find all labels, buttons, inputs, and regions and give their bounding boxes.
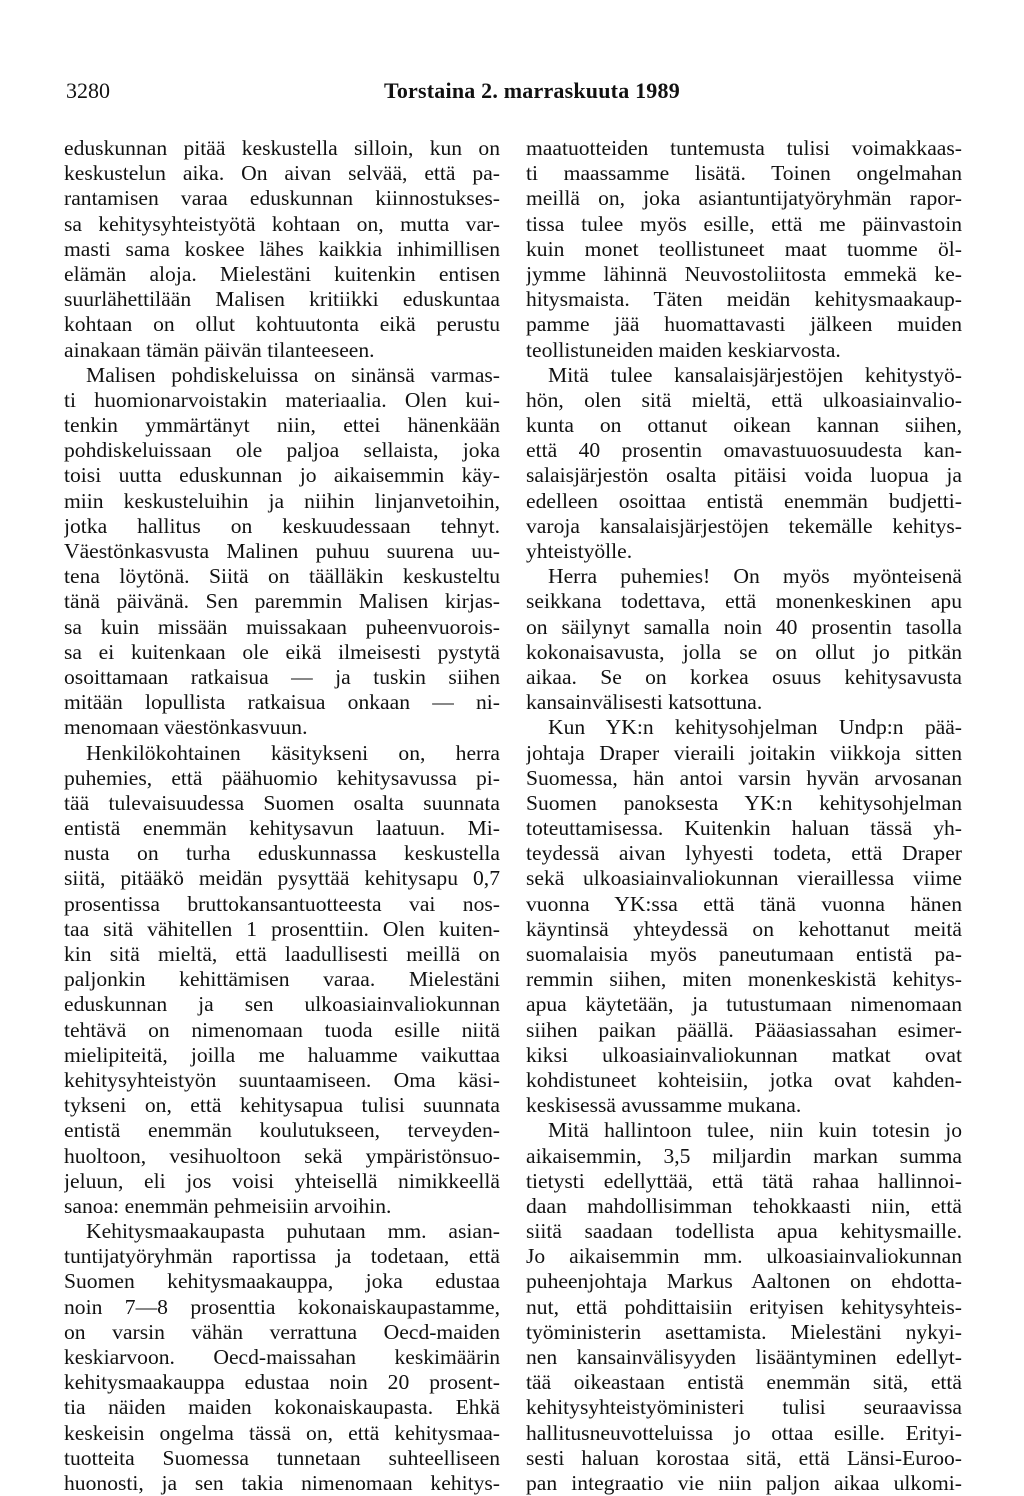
text-line: huoltoon, vesihuoltoon sekä ympäristönsuo- <box>64 1143 500 1168</box>
text-line: sesti haluan korostaa sitä, että Länsi-Euroo- <box>526 1445 962 1470</box>
text-line: pohdiskeluissaan ole paljoa sellaista, joka <box>64 438 500 463</box>
running-title: Torstaina 2. marraskuuta 1989 <box>384 78 680 103</box>
text-line: teydessä aivan lyhyesti todeta, että Draper <box>526 841 962 866</box>
text-line: puhemies, että päähuomio kehitysavussa pi- <box>64 765 500 790</box>
text-line: suomalaisia myös paneutumaan entistä pa- <box>526 942 962 966</box>
text-line: aikaa. Se on korkea osuus kehitysavusta <box>526 664 962 689</box>
text-line: nen kansainvälisyyden lisääntyminen edellyt- <box>526 1345 962 1369</box>
text-line: huonosti, ja sen takia nimenomaan kehitys- <box>64 1470 500 1495</box>
text-line: eduskunnan ja sen ulkoasiainvaliokunnan <box>64 992 500 1017</box>
text-line: tuntijatyöryhmän raportissa ja todetaan, että <box>64 1244 500 1269</box>
text-line: kohdistuneet kohteisiin, jotka ovat kahden- <box>526 1067 962 1092</box>
text-line: käyntinsä yhteydessä on kehottanut meitä <box>526 916 962 941</box>
text-line: tehtävä on nimenomaan tuoda esille niitä <box>64 1017 500 1042</box>
text-line: entistä enemmän koulutukseen, terveyden- <box>64 1118 500 1143</box>
text-line: yhteistyölle. <box>526 539 633 563</box>
text-line: Suomen kehitysmaakauppa, joka edustaa <box>64 1269 500 1294</box>
text-line: kehitysyhteistyöministeri tulisi seuraavissa <box>526 1395 962 1420</box>
text-line: jymme lähinnä Neuvostoliitosta emmekä ke- <box>526 261 962 286</box>
text-line: elämän aloja. Mielestäni kuitenkin entisen <box>64 261 500 286</box>
text-line: sa ei kuitenkaan ole eikä ilmeisesti pystytä <box>64 639 500 664</box>
text-line: Väestönkasvusta Malinen puhuu suurena uu- <box>64 539 500 563</box>
text-line: keskisessä avussamme mukana. <box>526 1093 802 1118</box>
text-line: Herra puhemies! On myös myönteisenä <box>548 564 962 589</box>
text-line: seikkana todettava, että monenkeskinen apu <box>526 589 962 614</box>
text-line: sanoa: enemmän pehmeisiin arvoihin. <box>64 1193 392 1218</box>
text-line: kokonaisavusta, jolla se on ollut jo pitkän <box>526 639 962 664</box>
text-line: ti huomionarvoistakin materiaalia. Olen kui- <box>64 387 500 412</box>
text-line: kehitysyhteistyön suuntaamiseen. Oma käsi- <box>64 1067 500 1092</box>
text-line: hitysmaista. Täten meidän kehitysmaakaup- <box>526 287 962 312</box>
text-line: tänä päivänä. Sen paremmin Malisen kirjas- <box>64 589 500 614</box>
text-line: sa kehitysyhteistyötä kohtaan on, mutta var- <box>64 211 500 236</box>
text-line: edelleen osoittaa entistä enemmän budjetti- <box>526 488 962 513</box>
text-line: Mitä hallintoon tulee, niin kuin totesin jo <box>548 1118 962 1143</box>
text-line: siihen paikan päällä. Pääasiassahan esimer- <box>526 1017 962 1042</box>
text-line: toisi uutta eduskunnan jo aikaisemmin käy- <box>64 463 500 488</box>
text-line: eduskunnan pitää keskustella silloin, kun on <box>64 136 500 160</box>
text-line: ainakaan tämän päivän tilanteeseen. <box>64 337 375 362</box>
text-line: kohtaan on ollut kohtuutonta eikä perustu <box>64 312 500 337</box>
text-line: taa sitä vähitellen 1 prosenttiin. Olen kuiten- <box>64 916 500 941</box>
text-line: siitä, pitääkö meidän pysyttää kehitysapu 0,7 <box>64 866 500 891</box>
text-line: vuonna YK:ssa että tänä vuonna hänen <box>526 891 962 916</box>
text-line: on varsin vähän verrattuna Oecd-maiden <box>64 1319 500 1344</box>
text-line: hön, olen sitä mieltä, että ulkoasiainvalio- <box>526 387 962 412</box>
page-header <box>66 78 956 108</box>
text-line: Kun YK:n kehitysohjelman Undp:n pää- <box>548 715 962 740</box>
text-line: suurlähettilään Malisen kritiikki eduskuntaa <box>64 287 500 312</box>
text-line: että 40 prosentin omavastuuosuudesta kan- <box>526 438 962 463</box>
text-line: Suomessa, hän antoi varsin hyvän arvosanan <box>526 765 962 790</box>
text-line: Jo aikaisemmin mm. ulkoasiainvaliokunnan <box>526 1244 962 1269</box>
text-line: teollistuneiden maiden keskiarvosta. <box>526 337 841 362</box>
text-line: kehitysmaakauppa edustaa noin 20 prosent- <box>64 1370 500 1395</box>
text-line: entistä enemmän kehitysavun laatuun. Mi- <box>64 816 500 841</box>
text-line: menomaan väestönkasvuun. <box>64 715 308 740</box>
text-line: Malisen pohdiskeluissa on sinänsä varmas- <box>86 362 500 387</box>
text-line: nusta on turha eduskunnassa keskustella <box>64 841 500 866</box>
text-line: keskustelun aika. On aivan selvää, että pa- <box>64 161 500 186</box>
text-line: daan mahdollisimman tehokkaasti niin, että <box>526 1193 962 1218</box>
text-line: aikaisemmin, 3,5 miljardin markan summa <box>526 1143 962 1168</box>
text-line: nut, että pohdittaisiin erityisen kehitysyhteis- <box>526 1294 962 1319</box>
right-text-column <box>526 136 962 1496</box>
text-line: jeluun, eli jos voisi yhteisellä nimikkeellä <box>64 1168 500 1193</box>
text-line: hallitusneuvotteluissa jo ottaa esille. Erityi- <box>526 1420 962 1445</box>
text-line: keskiarvoon. Oecd-maissahan keskimäärin <box>64 1345 500 1369</box>
text-line: ti maassamme lisätä. Toinen ongelmahan <box>526 161 962 186</box>
text-line: maatuotteiden tuntemusta tulisi voimakkaas- <box>526 136 962 160</box>
text-line: tena löytönä. Siitä on täälläkin keskusteltu <box>64 564 500 589</box>
text-line: pan integraatio vie niin paljon aikaa ulkomi- <box>526 1470 962 1495</box>
text-line: rantamisen varaa eduskunnan kiinnostukses- <box>64 186 500 211</box>
text-line: puheenjohtaja Markus Aaltonen on ehdotta- <box>526 1269 962 1294</box>
text-line: paljonkin kehittämisen varaa. Mielestäni <box>64 967 500 992</box>
text-line: Henkilökohtainen käsitykseni on, herra <box>86 740 500 765</box>
text-line: sekä ulkoasiainvaliokunnan vieraillessa viime <box>526 866 962 891</box>
page-number: 3280 <box>66 78 110 103</box>
text-line: tenkin ymmärtänyt niin, ettei hänenkään <box>64 413 500 438</box>
text-line: Kehitysmaakaupasta puhutaan mm. asian- <box>86 1219 500 1244</box>
text-line: masti sama koskee lähes kaikkia inhimillisen <box>64 236 500 261</box>
text-line: tissa tulee myös esille, että me päinvastoin <box>526 211 962 236</box>
text-line: miin keskusteluihin ja niihin linjanvetoihin, <box>64 488 500 513</box>
text-line: kin sitä mieltä, että laadullisesti meillä on <box>64 942 500 966</box>
text-line: tykseni on, että kehitysapua tulisi suunnata <box>64 1093 500 1118</box>
text-line: tää oikeastaan entistä enemmän sitä, että <box>526 1370 962 1395</box>
text-line: sa kuin missään muissakaan puheenvuorois- <box>64 614 500 639</box>
left-text-column <box>64 136 500 1496</box>
text-line: Suomen panoksesta YK:n kehitysohjelman <box>526 790 962 815</box>
text-line: tia näiden maiden kokonaiskaupasta. Ehkä <box>64 1395 500 1420</box>
text-line: meillä on, joka asiantuntijatyöryhmän rapor- <box>526 186 962 211</box>
text-line: kansainvälisesti katsottuna. <box>526 690 763 715</box>
text-line: pamme jää huomattavasti jälkeen muiden <box>526 312 962 337</box>
text-line: siitä saadaan todellista apua kehitysmaille. <box>526 1219 962 1244</box>
text-line: Mitä tulee kansalaisjärjestöjen kehitystyö- <box>548 362 962 387</box>
text-line: kuin monet teollistuneet maat tuomme öl- <box>526 236 962 261</box>
text-line: on säilynyt samalla noin 40 prosentin tasolla <box>526 614 962 639</box>
text-line: kiksi ulkoasiainvaliokunnan matkat ovat <box>526 1042 962 1067</box>
text-line: tietysti edellyttää, että tätä rahaa hallinnoi- <box>526 1168 962 1193</box>
text-line: prosentissa bruttokansantuotteesta vai nos- <box>64 891 500 916</box>
text-line: tuotteita Suomessa tunnetaan suhteelliseen <box>64 1445 500 1470</box>
text-line: toteuttamisessa. Kuitenkin haluan tässä yh- <box>526 816 962 841</box>
text-line: tää tulevaisuudessa Suomen osalta suunnata <box>64 790 500 815</box>
text-line: remmin siihen, miten monenkeskistä kehitys- <box>526 967 962 992</box>
text-line: noin 7—8 prosenttia kokonaiskaupastamme, <box>64 1294 500 1319</box>
text-line: varoja kansalaisjärjestöjen tekemälle kehitys- <box>526 513 962 538</box>
text-line: mielipiteitä, joilla me haluamme vaikuttaa <box>64 1042 500 1067</box>
text-line: apua käytetään, ja tutustumaan nimenomaan <box>526 992 962 1017</box>
text-line: kunta on ottanut oikean kannan siihen, <box>526 413 962 438</box>
text-line: osoittamaan ratkaisua — ja tuskin siihen <box>64 664 500 689</box>
text-line: johtaja Draper vieraili joitakin viikkoja sitten <box>526 740 962 765</box>
text-line: mitään lopullista ratkaisua onkaan — ni- <box>64 690 500 715</box>
text-line: salaisjärjestön osalta pitäisi voida luopua ja <box>526 463 962 488</box>
text-line: työministerin asettamista. Mielestäni nykyi- <box>526 1319 962 1344</box>
text-line: keskeisin ongelma tässä on, että kehitysmaa- <box>64 1420 500 1445</box>
text-line: jotka hallitus on keskuudessaan tehnyt. <box>64 513 500 538</box>
